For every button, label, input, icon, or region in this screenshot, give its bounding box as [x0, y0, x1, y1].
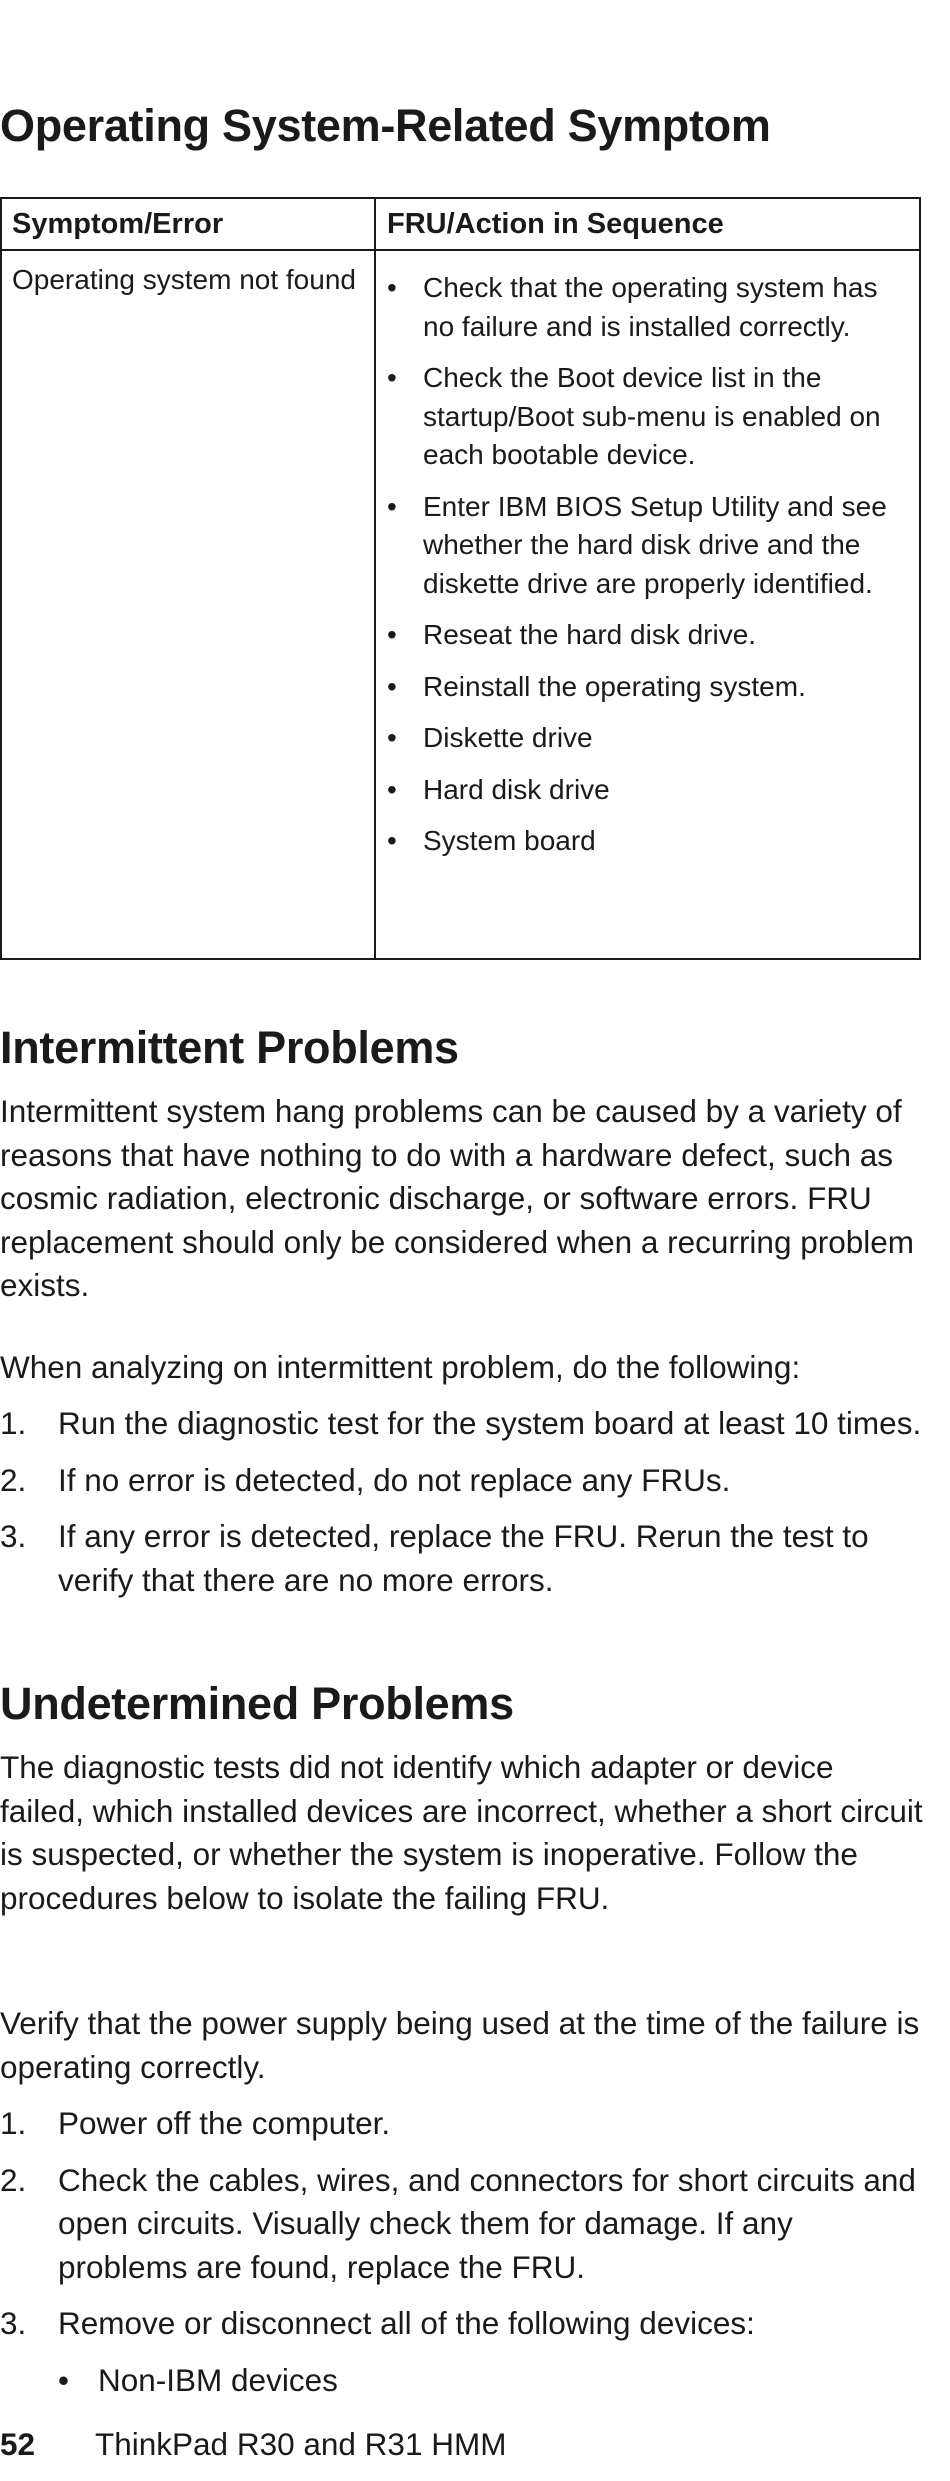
device-sublist [58, 2359, 925, 2403]
section-title-undetermined: Undetermined Problems [0, 1678, 514, 1729]
table-column-divider [374, 199, 376, 958]
fru-action-item [382, 269, 912, 346]
fru-action-item [382, 771, 912, 810]
fru-action-item [382, 668, 912, 707]
fru-action-list [382, 269, 912, 874]
list-item [0, 2159, 925, 2290]
list-item [0, 1515, 925, 1602]
fru-action-text: Enter IBM BIOS Setup Utility and see whether the hard disk drive and the diskette drive are properly identified. [423, 490, 887, 599]
page-footer [0, 2424, 506, 2464]
section-title-intermittent: Intermittent Problems [0, 1022, 459, 1073]
step-text: Check the cables, wires, and connectors for short circuits and open circuits. Visually check them for damage. If any problems are found, replace the FRU. [58, 2161, 916, 2285]
fru-action-item [382, 616, 912, 655]
symptom-fru-table [0, 197, 921, 960]
list-item [0, 2302, 925, 2402]
step-number: 2. [0, 1461, 27, 1498]
sublist-item [58, 2359, 925, 2403]
bullet-icon: • [387, 362, 397, 393]
fru-action-text: System board [423, 825, 596, 856]
sublist-item-text: Non-IBM devices [98, 2361, 338, 2398]
bullet-icon: • [387, 773, 397, 805]
step-number: 3. [0, 2305, 27, 2341]
fru-action-item [382, 359, 912, 475]
bullet-icon: • [387, 490, 397, 522]
bullet-icon: • [387, 619, 397, 650]
bullet-icon: • [387, 825, 397, 856]
undetermined-paragraph-1: The diagnostic tests did not identify which adapter or device failed, which installed devices are incorrect, whether a short circuit is suspected, or whether the system is inoperative. Follow the procedures below to isolate the failing FRU. [0, 1749, 923, 1916]
bullet-icon: • [58, 2361, 70, 2398]
step-number: 1. [0, 1405, 27, 1441]
table-header-symptom: Symptom/Error [12, 208, 224, 240]
step-number: 1. [0, 2105, 27, 2141]
step-text: Power off the computer. [58, 2105, 391, 2141]
fru-action-text: Hard disk drive [423, 773, 610, 805]
step-number: 3. [0, 1518, 27, 1554]
step-number: 2. [0, 2161, 27, 2198]
undetermined-steps [0, 2102, 925, 2415]
fru-action-text: Check that the operating system has no failure and is installed correctly. [423, 272, 878, 342]
bullet-icon: • [387, 272, 397, 303]
intermittent-paragraph-1: Intermittent system hang problems can be caused by a variety of reasons that have nothing to do with a hardware defect, such as cosmic radiation, electronic discharge, or software errors. FRU replacement should only be considered when a recurring problem exists. [0, 1093, 915, 1303]
fru-action-text: Diskette drive [423, 722, 593, 753]
fru-action-item [382, 488, 912, 604]
list-item [0, 2102, 925, 2146]
book-title: ThinkPad R30 and R31 HMM [95, 2426, 507, 2462]
fru-action-text: Reinstall the operating system. [423, 670, 806, 702]
bullet-icon: • [387, 722, 397, 753]
fru-action-text: Reseat the hard disk drive. [423, 619, 757, 650]
step-text: Run the diagnostic test for the system board at least 10 times. [58, 1405, 922, 1441]
step-text: Remove or disconnect all of the following devices: [58, 2305, 755, 2341]
table-cell-symptom: Operating system not found [12, 264, 356, 295]
undetermined-paragraph-2: Verify that the power supply being used at the time of the failure is operating correctly. [0, 2005, 920, 2085]
list-item [0, 1402, 925, 1446]
table-header-fru-action: FRU/Action in Sequence [387, 208, 724, 240]
fru-action-item [382, 822, 912, 861]
bullet-icon: • [387, 670, 397, 702]
intermittent-paragraph-2: When analyzing on intermittent problem, do the following: [0, 1349, 801, 1385]
list-item [0, 1459, 925, 1503]
step-text: If no error is detected, do not replace any FRUs. [58, 1461, 731, 1498]
table-header-divider [2, 249, 919, 251]
step-text: If any error is detected, replace the FRU. Rerun the test to verify that there are no more errors. [58, 1518, 869, 1598]
intermittent-steps [0, 1402, 925, 1615]
fru-action-text: Check the Boot device list in the startup/Boot sub-menu is enabled on each bootable device. [423, 362, 881, 470]
section-title-os-symptom: Operating System-Related Symptom [0, 100, 771, 151]
page-number: 52 [0, 2426, 36, 2462]
fru-action-item [382, 719, 912, 758]
